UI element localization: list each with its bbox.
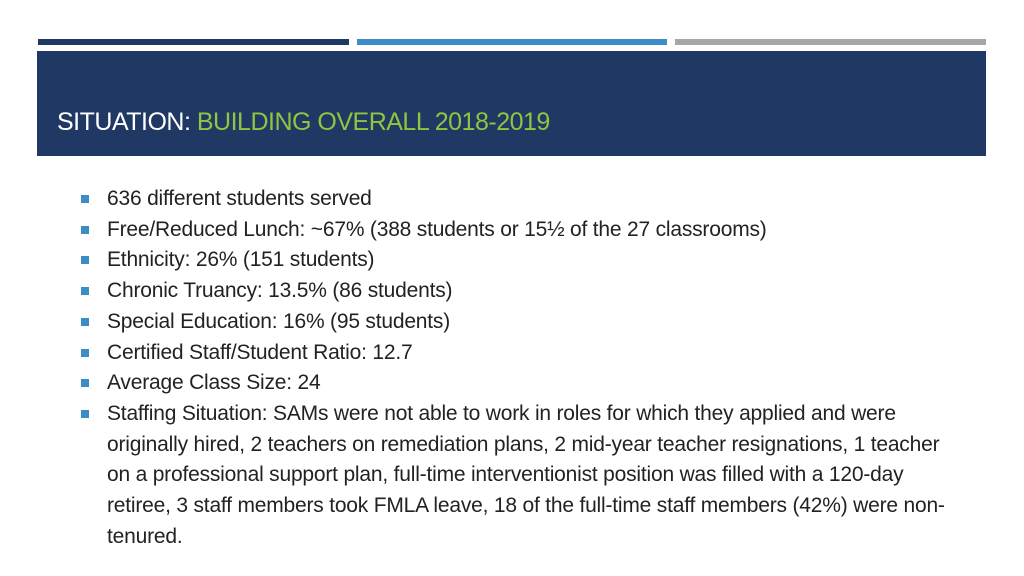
square-bullet-icon — [81, 226, 89, 234]
accent-bar-gray — [675, 39, 986, 45]
title-prefix: SITUATION: — [57, 108, 197, 136]
bullet-text: Staffing Situation: SAMs were not able to work in roles for which they applied and were originally hired, 2 teachers on remediation plans, 2 mid-year teacher resignations, 1 teacher on a professional support plan, full-time interventionist position was filled with a 120-day retiree, 3 staff members took FMLA leave, 18 of the full-time staff members (42%) were non-tenured. — [107, 401, 945, 548]
bullet-item — [80, 215, 950, 246]
bullet-list — [80, 184, 950, 552]
bullet-item — [80, 276, 950, 307]
bullet-item — [80, 307, 950, 338]
bullet-item — [80, 338, 950, 369]
square-bullet-icon — [81, 410, 89, 418]
slide-title — [57, 108, 550, 137]
title-band — [37, 51, 986, 156]
bullet-text: Chronic Truancy: 13.5% (86 students) — [107, 279, 453, 303]
bullet-text: Average Class Size: 24 — [107, 371, 321, 395]
square-bullet-icon — [81, 256, 89, 264]
square-bullet-icon — [81, 349, 89, 357]
square-bullet-icon — [81, 195, 89, 203]
bullet-item — [80, 399, 950, 553]
bullet-text: 636 different students served — [107, 187, 372, 210]
square-bullet-icon — [81, 287, 89, 295]
title-main: BUILDING OVERALL 2018-2019 — [196, 108, 550, 136]
bullet-text: Ethnicity: 26% (151 students) — [107, 248, 375, 272]
bullet-item — [80, 245, 950, 276]
square-bullet-icon — [81, 318, 89, 326]
bullet-text: Free/Reduced Lunch: ~67% (388 students or 15½ of the 27 classrooms) — [107, 217, 767, 241]
bullet-item — [80, 184, 950, 215]
bullet-item — [80, 368, 950, 399]
square-bullet-icon — [81, 379, 89, 387]
accent-bar-blue — [357, 39, 667, 45]
accent-bar-navy — [38, 39, 349, 45]
bullet-text: Certified Staff/Student Ratio: 12.7 — [107, 340, 413, 364]
bullet-text: Special Education: 16% (95 students) — [107, 309, 451, 333]
